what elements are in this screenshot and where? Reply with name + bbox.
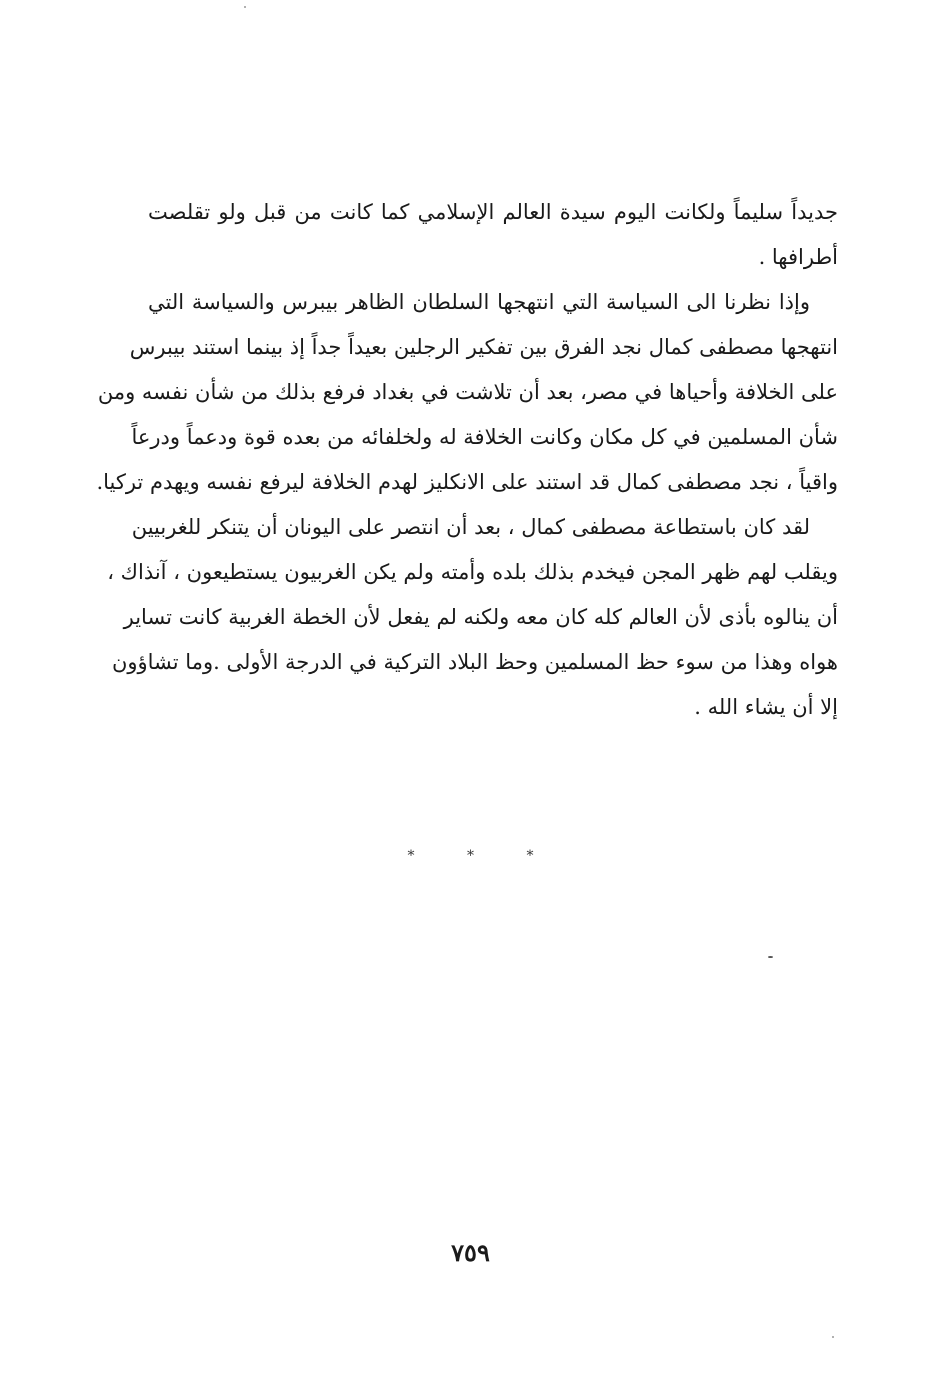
- body-text: [96, 190, 838, 730]
- text-line: لقد كان باستطاعة مصطفى كمال ، بعد أن انتصر على اليونان أن يتنكر للغربيين: [131, 515, 810, 539]
- separator-star-icon: *: [407, 848, 415, 864]
- text-line: أن ينالوه بأذى لأن العالم كله كان معه ولكنه لم يفعل لأن الخطة الغربية كانت تساير: [123, 605, 838, 629]
- text-line: على الخلافة وأحياها في مصر، بعد أن تلاشت في بغداد فرفع بذلك من شأن نفسه ومن: [97, 380, 838, 404]
- text-line: انتهجها مصطفى كمال نجد الفرق بين تفكير الرجلين بعيداً جداً إذ بينما استند بيبرس: [129, 335, 838, 359]
- section-separator: [0, 848, 941, 864]
- text-line: إلا أن يشاء الله .: [694, 695, 838, 719]
- text-line: هواه وهذا من سوء حظ المسلمين وحظ البلاد التركية في الدرجة الأولى .وما تشاؤون: [111, 650, 838, 674]
- text-line: وإذا نظرنا الى السياسة التي انتهجها السلطان الظاهر بيبرس والسياسة التي: [148, 290, 810, 314]
- separator-star-icon: *: [467, 848, 474, 864]
- text-line: جديداً سليماً ولكانت اليوم سيدة العالم الإسلامي كما كانت من قبل ولو تقلصت: [148, 200, 838, 224]
- scan-speck: [768, 956, 773, 958]
- text-line: أطرافها .: [758, 245, 838, 269]
- separator-star-icon: *: [526, 848, 534, 864]
- scan-speck: [832, 1336, 834, 1338]
- text-line: ويقلب لهم ظهر المجن فيخدم بذلك بلده وأمته ولم يكن الغربيون يستطيعون ، آنذاك ،: [107, 560, 838, 584]
- scan-speck: [244, 6, 246, 8]
- text-line: واقياً ، نجد مصطفى كمال قد استند على الانكليز لهدم الخلافة ليرفع نفسه ويهدم تركيا.: [96, 470, 838, 494]
- text-line: شأن المسلمين في كل مكان وكانت الخلافة له ولخلفائه من بعده قوة ودعماً ودرعاً: [131, 425, 838, 449]
- page-number: ٧٥٩: [451, 1238, 490, 1267]
